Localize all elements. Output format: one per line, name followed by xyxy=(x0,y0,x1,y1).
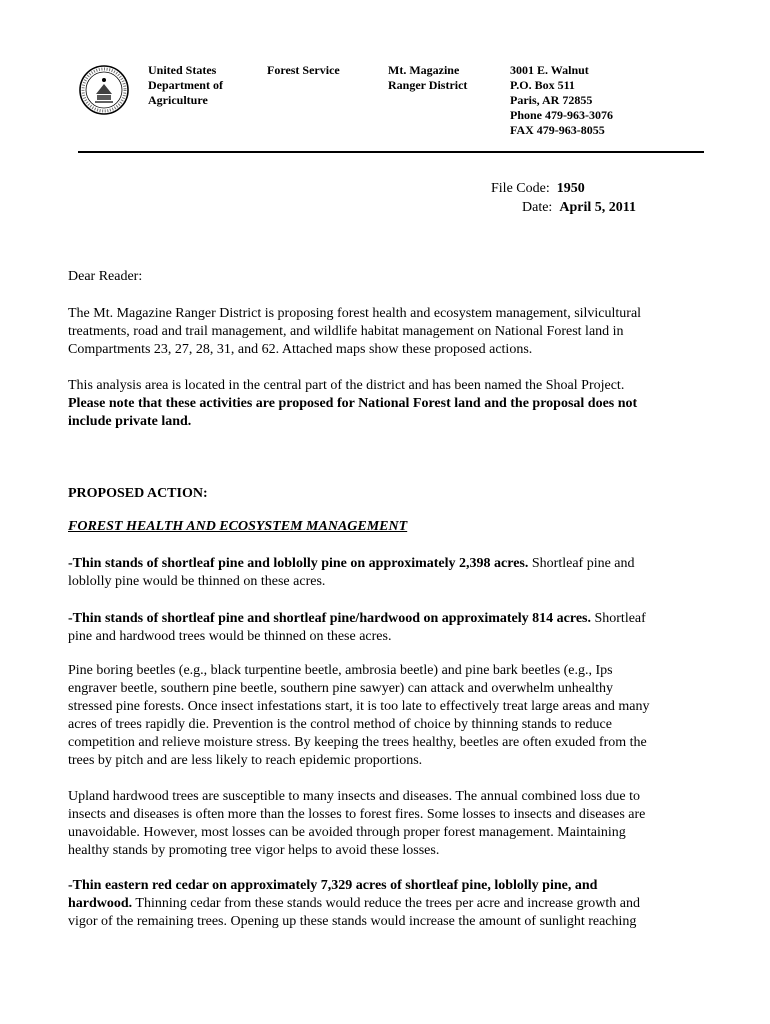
section-heading: FOREST HEALTH AND ECOSYSTEM MANAGEMENT xyxy=(68,519,408,534)
usda-seal-icon xyxy=(78,64,130,116)
letter-date: Date: April 5, 2011 xyxy=(522,200,636,215)
file-code: File Code: 1950 xyxy=(491,181,585,196)
action-item-3: -Thin eastern red cedar on approximately 7,329 acres of shortleaf pine, loblolly pine, and hardwood. Thinning cedar from these stands would reduce the trees per acre and increase growth and vigor of the remaining trees. Opening up these stands would increase the amount of sunlight reaching xyxy=(68,878,641,929)
salutation: Dear Reader: xyxy=(68,269,143,284)
agency-name: United States Department of Agriculture xyxy=(148,63,223,107)
proposed-action-heading: PROPOSED ACTION: xyxy=(68,486,208,501)
analysis-area-paragraph: This analysis area is located in the central part of the district and has been named the Shoal Project. Please note that these activities are proposed for National Forest land and the proposal does not include private land. xyxy=(68,378,638,429)
intro-paragraph: The Mt. Magazine Ranger District is proposing forest health and ecosystem management, silvicultural treatments, road and trail management, and wildlife habitat management on National Forest land in Compartments 23, 27, 28, 31, and 62. Attached maps show these proposed actions. xyxy=(68,306,642,357)
action-item-1: -Thin stands of shortleaf pine and loblolly pine on approximately 2,398 acres. Shortleaf pine and loblolly pine would be thinned on these acres. xyxy=(68,556,635,589)
district-name: Mt. Magazine Ranger District xyxy=(388,63,468,92)
hardwood-paragraph: Upland hardwood trees are susceptible to many insects and diseases. The annual combined loss due to insects and diseases is often more than the losses to forest fires. Some losses to insects and diseases are unavoidable. However, most losses can be avoided through proper forest management. Maintaining healthy stands by promoting tree vigor helps to avoid these losses. xyxy=(68,789,646,858)
beetle-paragraph: Pine boring beetles (e.g., black turpentine beetle, ambrosia beetle) and pine bark beetles (e.g., Ips engraver beetle, southern pine beetle, southern pine sawyer) can attack and overwhelm unhealthy stressed pine forests. Once insect infestations start, it is too late to effectively treat large areas and many acres of trees rapidly die. Prevention is the control method of choice by thinning stands to reduce competition and relieve moisture stress. By keeping the trees healthy, beetles are often exuded from the trees by pitch and are less likely to reach epidemic proportions. xyxy=(68,663,650,768)
action-item-2: -Thin stands of shortleaf pine and shortleaf pine/hardwood on approximately 814 acres. Shortleaf pine and hardwood trees would be thinned on these acres. xyxy=(68,611,646,644)
service-name: Forest Service xyxy=(267,63,340,77)
header-divider xyxy=(78,151,704,153)
office-address: 3001 E. Walnut P.O. Box 511 Paris, AR 72855 Phone 479-963-3076 FAX 479-963-8055 xyxy=(510,63,613,137)
